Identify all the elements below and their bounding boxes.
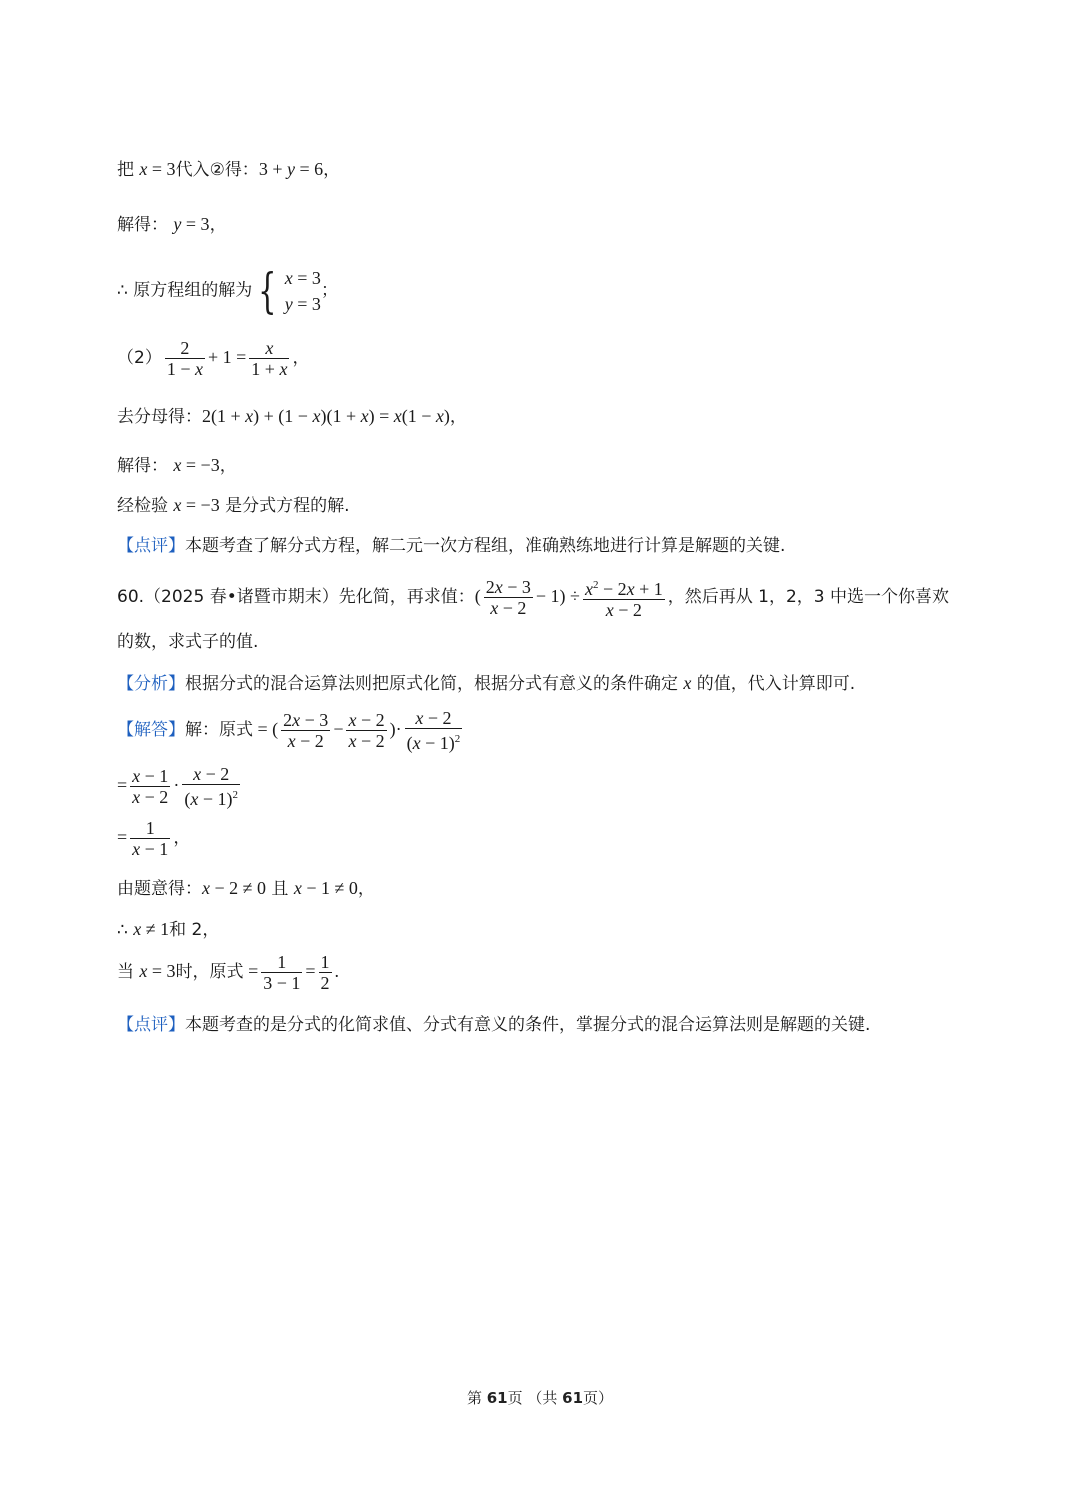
text: ， bbox=[219, 456, 237, 476]
text: 先化简，再求值： bbox=[338, 587, 475, 607]
answer-line-1: 【解答】解：原式 = ( $\frac{2x - 3}{x - 2}$ − $\frac{x - 2}{x - 2}$ )· $\frac{x - 2}{(x - 1)^2}$ bbox=[117, 708, 461, 753]
analysis-tag: 【分析】 bbox=[117, 674, 185, 694]
text: ， bbox=[357, 879, 375, 899]
footer-text: 第 bbox=[466, 1389, 487, 1407]
line-substitute bbox=[117, 157, 340, 182]
fraction: $\frac{1}{x - 1}$ bbox=[132, 818, 169, 859]
text: 代入 bbox=[175, 160, 210, 180]
line-review-1 bbox=[117, 534, 785, 558]
evaluate-line: 当 x = 3时，原式 = $\frac{1}{3 - 1}$ = $\frac{1}{2}$ . bbox=[117, 952, 340, 993]
footer-text: 页） bbox=[583, 1389, 614, 1407]
var: x bbox=[683, 673, 692, 693]
text: 和 2， bbox=[169, 920, 220, 940]
math: 3 + y = 6 bbox=[258, 159, 324, 179]
text: ∴ bbox=[117, 920, 134, 940]
text: 解得： bbox=[117, 215, 168, 235]
text: 的值，代入计算即可. bbox=[691, 674, 856, 694]
page-footer bbox=[0, 1387, 1080, 1408]
text: ， bbox=[323, 160, 341, 180]
text: 解：原式 bbox=[185, 720, 253, 740]
fraction: $\frac{2}{1 - x}$ bbox=[166, 338, 203, 379]
text: ∴ 原方程组的解为 bbox=[117, 280, 253, 301]
text: ， bbox=[449, 407, 467, 427]
text: ， bbox=[209, 215, 227, 235]
brace: { bbox=[258, 263, 277, 319]
text: 根据分式的混合运算法则把原式化简，根据分式有意义的条件确定 bbox=[185, 674, 684, 694]
fraction: $\frac{1}{3 - 1}$ bbox=[263, 952, 301, 993]
answer-tag: 【解答】 bbox=[117, 720, 185, 740]
fraction: $\frac{1}{2}$ bbox=[320, 952, 330, 993]
neq-line bbox=[117, 917, 219, 942]
text: （2） bbox=[117, 348, 162, 368]
line-equation-2: （2） $\frac{2}{1 - x}$ + 1 = $\frac{x}{1 + x}$ ， bbox=[117, 338, 310, 379]
math: x − 2 ≠ 0 bbox=[202, 878, 267, 898]
math: x = −3 bbox=[173, 495, 220, 515]
fraction: $\frac{x - 2}{(x - 1)^2}$ bbox=[406, 708, 461, 753]
line-check bbox=[117, 493, 350, 518]
line-clear-denominator bbox=[117, 404, 467, 429]
text: 当 bbox=[117, 962, 140, 982]
text: ； bbox=[320, 280, 338, 301]
question-number: 60. bbox=[117, 587, 145, 607]
text: 解得： bbox=[117, 456, 168, 476]
fraction: $\frac{2x - 3}{x - 2}$ bbox=[283, 710, 329, 751]
math: x = −3 bbox=[173, 455, 220, 475]
text: 去分母得： bbox=[117, 407, 202, 427]
footer-text: 页 （共 bbox=[507, 1389, 563, 1407]
text: 本题考查了解分式方程，解二元一次方程组，准确熟练地进行计算是解题的关键. bbox=[185, 536, 786, 556]
text: 的数，求式子的值. bbox=[117, 632, 259, 652]
question-60: 60.（2025 春•诸暨市期末）先化简，再求值：( $\frac{2x - 3}{x - 2}$ − 1) ÷ $\frac{x^2 - 2x + 1}{x - 2}$ ，然后再从 1，2，3 中选一个你喜欢 bbox=[117, 577, 950, 620]
line-review-2 bbox=[117, 1013, 870, 1037]
review-tag: 【点评】 bbox=[117, 1015, 185, 1035]
line-system-solution bbox=[117, 265, 338, 317]
math: x = 3 bbox=[139, 961, 176, 981]
math: y = 3 bbox=[173, 214, 210, 234]
text: 是分式方程的解. bbox=[219, 496, 350, 516]
text: ② bbox=[209, 160, 225, 180]
condition-line bbox=[117, 876, 375, 901]
math-system: x = 3 y = 3 bbox=[284, 268, 321, 314]
fraction: $\frac{x - 1}{x - 2}$ bbox=[132, 766, 169, 807]
page-number: 61 bbox=[486, 1389, 508, 1407]
answer-line-2: = $\frac{x - 1}{x - 2}$ · $\frac{x - 2}{(x - 1)^2}$ bbox=[117, 764, 238, 809]
question-source: （2025 春•诸暨市期末） bbox=[144, 587, 339, 607]
math: x = 3 bbox=[139, 159, 176, 179]
review-tag: 【点评】 bbox=[117, 536, 185, 556]
analysis bbox=[117, 671, 855, 696]
text: ，然后再从 1，2，3 中选一个你喜欢 bbox=[667, 587, 950, 607]
text: 经检验 bbox=[117, 496, 174, 516]
text: 时，原式 bbox=[175, 962, 244, 982]
line-solve-x bbox=[117, 453, 237, 478]
fraction: $\frac{x - 2}{x - 2}$ bbox=[348, 710, 385, 751]
fraction: $\frac{x}{1 + x}$ bbox=[251, 338, 288, 379]
line-solve-y bbox=[117, 212, 227, 237]
text: 由题意得： bbox=[117, 879, 202, 899]
text: 得： bbox=[224, 160, 259, 180]
answer-line-3: = $\frac{1}{x - 1}$ ， bbox=[117, 818, 191, 859]
fraction: $\frac{2x - 3}{x - 2}$ bbox=[485, 577, 531, 618]
text: 本题考查的是分式的化简求值、分式有意义的条件，掌握分式的混合运算法则是解题的关键. bbox=[185, 1015, 871, 1035]
math: 2(1 + x) + (1 − x)(1 + x) = x(1 − x) bbox=[202, 406, 450, 426]
text: 且 bbox=[266, 879, 294, 899]
total-pages: 61 bbox=[562, 1389, 584, 1407]
fraction: $\frac{x - 2}{(x - 1)^2}$ bbox=[184, 764, 238, 809]
math: x ≠ 1 bbox=[133, 919, 170, 939]
text: 把 bbox=[117, 160, 140, 180]
fraction: $\frac{x^2 - 2x + 1}{x - 2}$ bbox=[583, 575, 665, 620]
text: ， bbox=[292, 348, 310, 368]
math: x − 1 ≠ 0 bbox=[293, 878, 358, 898]
question-60-cont bbox=[117, 630, 258, 654]
